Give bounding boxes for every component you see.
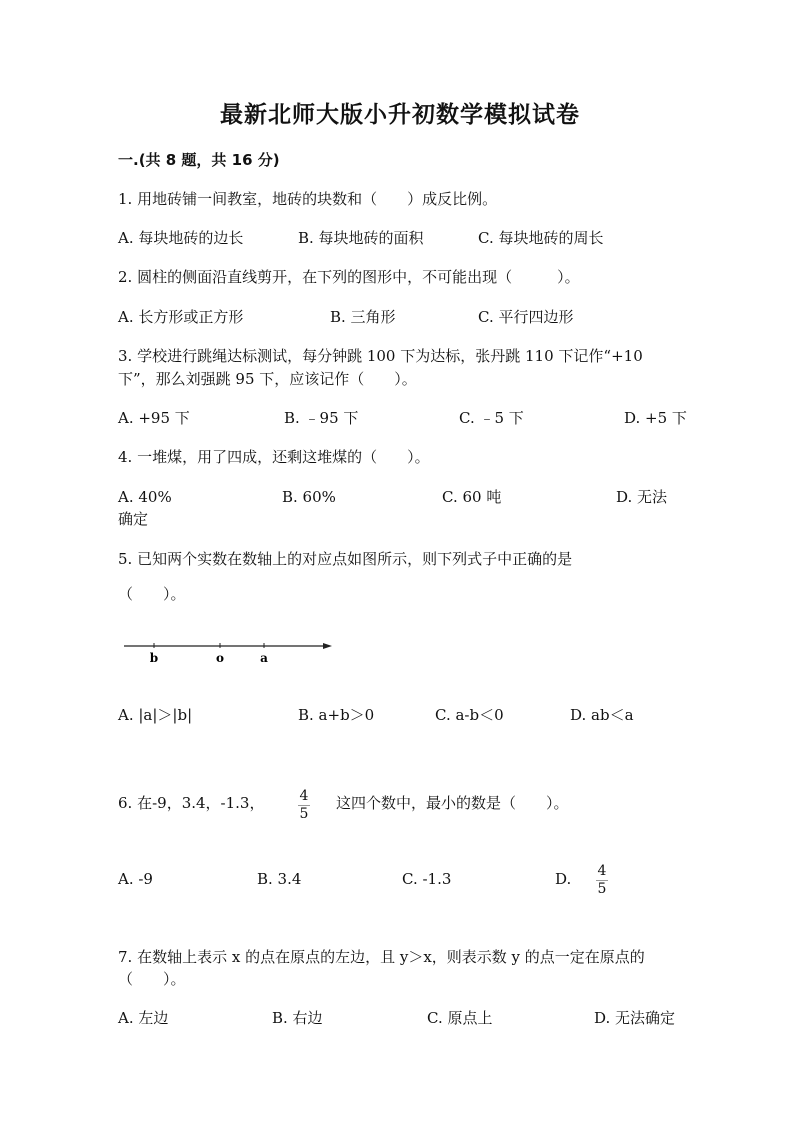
question-4-option-c: C. 60 吨 [442, 488, 502, 506]
question-2-option-a: A. 长方形或正方形 [118, 308, 244, 326]
question-1-stem: 1. 用地砖铺一间教室，地砖的块数和（ ）成反比例。 [118, 190, 498, 208]
question-2-option-c: C. 平行四边形 [478, 308, 574, 326]
question-5-stem-line-2: （ ）。 [118, 585, 186, 603]
page-title: 最新北师大版小升初数学模拟试卷 [220, 102, 580, 128]
question-2-stem: 2. 圆柱的侧面沿直线剪开，在下列的图形中，不可能出现（ ）。 [118, 268, 580, 286]
number-line-figure [122, 636, 334, 670]
question-4-stem: 4. 一堆煤，用了四成，还剩这堆煤的（ ）。 [118, 448, 430, 466]
axis-label-o: o [215, 651, 225, 665]
question-2-option-b: B. 三角形 [330, 308, 396, 326]
fraction-denominator: 5 [597, 881, 607, 897]
question-6-fraction [296, 789, 312, 822]
question-6-option-d-fraction [594, 864, 610, 897]
question-6-option-a: A. -9 [118, 870, 153, 888]
question-7-option-c: C. 原点上 [427, 1009, 493, 1027]
question-7-option-d: D. 无法确定 [594, 1009, 676, 1027]
question-7-stem-line-1: 7. 在数轴上表示 x 的点在原点的左边，且 y＞x，则表示数 y 的点一定在原点的 [118, 948, 645, 966]
fraction-numerator: 4 [597, 863, 607, 879]
question-5-option-d: D. ab＜a [570, 706, 634, 724]
question-6-option-c: C. -1.3 [402, 870, 452, 888]
question-6-option-d: D. [555, 870, 572, 888]
axis-label-b: b [149, 651, 159, 665]
fraction-numerator: 4 [299, 788, 309, 804]
question-3-stem-line-1: 3. 学校进行跳绳达标测试，每分钟跳 100 下为达标，张丹跳 110 下记作“+10 [118, 347, 643, 365]
question-1-option-c: C. 每块地砖的周长 [478, 229, 604, 247]
question-4-option-d: D. 无法 [616, 488, 668, 506]
question-4-option-a: A. 40% [118, 488, 172, 506]
fraction-denominator: 5 [299, 806, 309, 822]
question-7-option-b: B. 右边 [272, 1009, 323, 1027]
question-5-option-a: A. |a|＞|b| [118, 706, 193, 724]
question-3-option-c: C. ﹣5 下 [459, 409, 524, 427]
question-3-option-d: D. +5 下 [624, 409, 687, 427]
question-5-option-b: B. a+b＞0 [298, 706, 375, 724]
question-6-stem-suffix: 这四个数中，最小的数是（ ）。 [336, 794, 569, 812]
question-5-stem-line-1: 5. 已知两个实数在数轴上的对应点如图所示，则下列式子中正确的是 [118, 550, 573, 568]
question-4-option-d-wrap: 确定 [118, 510, 149, 528]
question-7-stem-line-2: （ ）。 [118, 970, 186, 988]
number-line-arrow [323, 643, 332, 649]
question-1-option-a: A. 每块地砖的边长 [118, 229, 244, 247]
question-3-option-b: B. ﹣95 下 [284, 409, 359, 427]
question-3-stem-line-2: 下”，那么刘强跳 95 下，应该记作（ ）。 [118, 370, 417, 388]
axis-label-a: a [260, 651, 268, 665]
question-6-stem-prefix: 6. 在-9，3.4，-1.3， [118, 794, 265, 812]
section-heading: 一.(共 8 题，共 16 分) [118, 151, 280, 169]
question-6-option-b: B. 3.4 [257, 870, 302, 888]
question-7-option-a: A. 左边 [118, 1009, 169, 1027]
question-4-option-b: B. 60% [282, 488, 336, 506]
question-3-option-a: A. +95 下 [118, 409, 190, 427]
question-1-option-b: B. 每块地砖的面积 [298, 229, 424, 247]
question-5-option-c: C. a-b＜0 [435, 706, 504, 724]
